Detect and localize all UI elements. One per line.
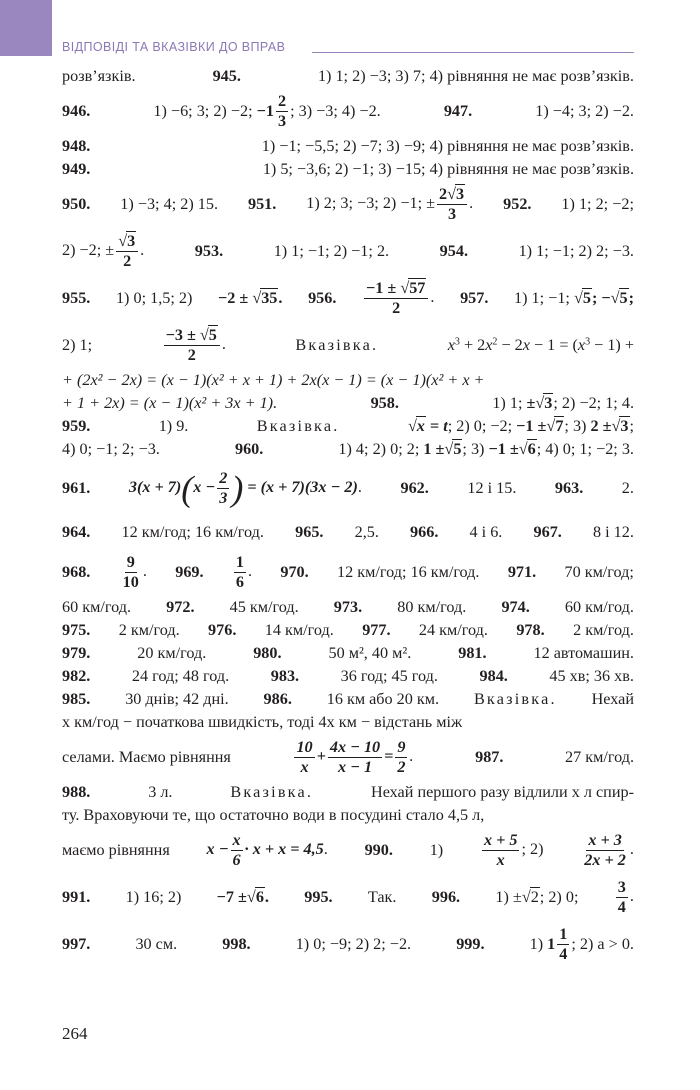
text-line: 997. 30 см. 998. 1) 0; −9; 2) 2; −2. 999. 1) 1 $\frac{1}{4}$ ; 2) a > 0.	[62, 925, 634, 963]
text-line: 4) 0; −1; 2; −3. 960. 1) 4; 2) 0; 2; 1 ±√5; 3) −1 ±√6; 4) 0; 1; −2; 3.	[62, 440, 634, 458]
text-line: розв’язків. 945. 1) 1; 2) −3; 3) 7; 4) рівняння не має розв’язків.	[62, 67, 634, 85]
text-line: селами. Маємо рівняння $\frac{10}{x}$ + $\frac{4x - 10}{x - 1}$ = $\frac{9}{2}$ . 987. 27 км/год.	[62, 738, 634, 776]
header-rule	[312, 52, 634, 53]
text-line: 991. 1) 16; 2) −7 ±√6. 995. Так. 996. 1) ±√2; 2) 0; $\frac{3}{4}$ .	[62, 878, 634, 916]
text-line: x км/год − початкова швидкість, тоді 4x км − відстань між	[62, 713, 463, 731]
text-line: 982. 24 год; 48 год. 983. 36 год; 45 год. 984. 45 хв; 36 хв.	[62, 667, 634, 685]
text-line: + 1 + 2x) = (x − 1)(x² + 3x + 1). 958. 1) 1; ±√3; 2) −2; 1; 4.	[62, 394, 634, 412]
corner-color-band	[0, 0, 52, 56]
text-line: 946. 1) −6; 3; 2) −2; −1 $\frac{2}{3}$ ; 3) −3; 4) −2. 947. 1) −4; 3; 2) −2.	[62, 92, 634, 130]
text-line: 2) 1; $\frac{-3 \pm √5}{2}$ . Вказівка. $x^3 + 2x^2 - 2x - 1 = (x^3 - 1)$ +	[62, 326, 634, 364]
page-number: 264	[62, 1024, 88, 1043]
text-line: 948. 1) −1; −5,5; 2) −7; 3) −9; 4) рівняння не має розв’язків.	[62, 137, 634, 155]
text-line: 968. $\frac{9}{10}$ . 969. $\frac{1}{6}$ . 970. 12 км/год; 16 км/год. 971. 70 км/год;	[62, 553, 634, 591]
answers-text	[62, 65, 634, 968]
text-line: 959. 1) 9. Вказівка. √x = t; 2) 0; −2; −1 ±√7; 3) 2 ±√3;	[62, 417, 634, 435]
text-line: 988. 3 л. Вказівка. Нехай першого разу відлили x л спир-	[62, 783, 634, 801]
text-line: + (2x² − 2x) = (x − 1)(x² + x + 1) + 2x(x − 1) = (x − 1)(x² + x +	[62, 371, 485, 389]
text-line: 985. 30 днів; 42 дні. 986. 16 км або 20 км. Вказівка. Нехай	[62, 690, 634, 708]
text-line: 60 км/год. 972. 45 км/год. 973. 80 км/год. 974. 60 км/год.	[62, 598, 634, 616]
text-line: 955. 1) 0; 1,5; 2) −2 ± √35. 956. $\frac{-1 \pm √57}{2}$ . 957. 1) 1; −1; √5; −√5;	[62, 279, 634, 317]
text-line: ту. Враховуючи те, що остаточно води в посудині стало 4,5 л,	[62, 806, 485, 824]
text-line: 975. 2 км/год. 976. 14 км/год. 977. 24 км/год. 978. 2 км/год.	[62, 621, 634, 639]
text-line: 2) −2; ± $\frac{√3}{2}$ . 953. 1) 1; −1; 2) −1; 2. 954. 1) 1; −1; 2) 2; −3.	[62, 232, 634, 270]
hint-label: Вказівка.	[295, 336, 379, 354]
running-header: ВІДПОВІДІ ТА ВКАЗІВКИ ДО ВПРАВ	[62, 40, 286, 54]
text-line: 964. 12 км/год; 16 км/год. 965. 2,5. 966. 4 і 6. 967. 8 і 12.	[62, 522, 634, 541]
text-line: 979. 20 км/год. 980. 50 м², 40 м². 981. 12 автомашин.	[62, 644, 634, 662]
text-line: маємо рівняння x − $\frac{x}{6}$ · x + x = 4,5. 990. 1) $\frac{x + 5}{x}$ ; 2) $\frac{x + 3}{2x + 2}$ .	[62, 831, 634, 869]
text-line: 950. 1) −3; 4; 2) 15. 951. 1) 2; 3; −3; 2) −1; ± $\frac{2√3}{3}$ . 952. 1) 1; 2; −2;	[62, 185, 634, 223]
text-line: 961. 3(x + 7)(x − $\frac{2}{3}$ ) = (x + 7)(3x − 2). 962. 12 і 15. 963. 2.	[62, 468, 634, 508]
text-line: 949. 1) 5; −3,6; 2) −1; 3) −15; 4) рівняння не має розв’язків.	[62, 160, 634, 178]
